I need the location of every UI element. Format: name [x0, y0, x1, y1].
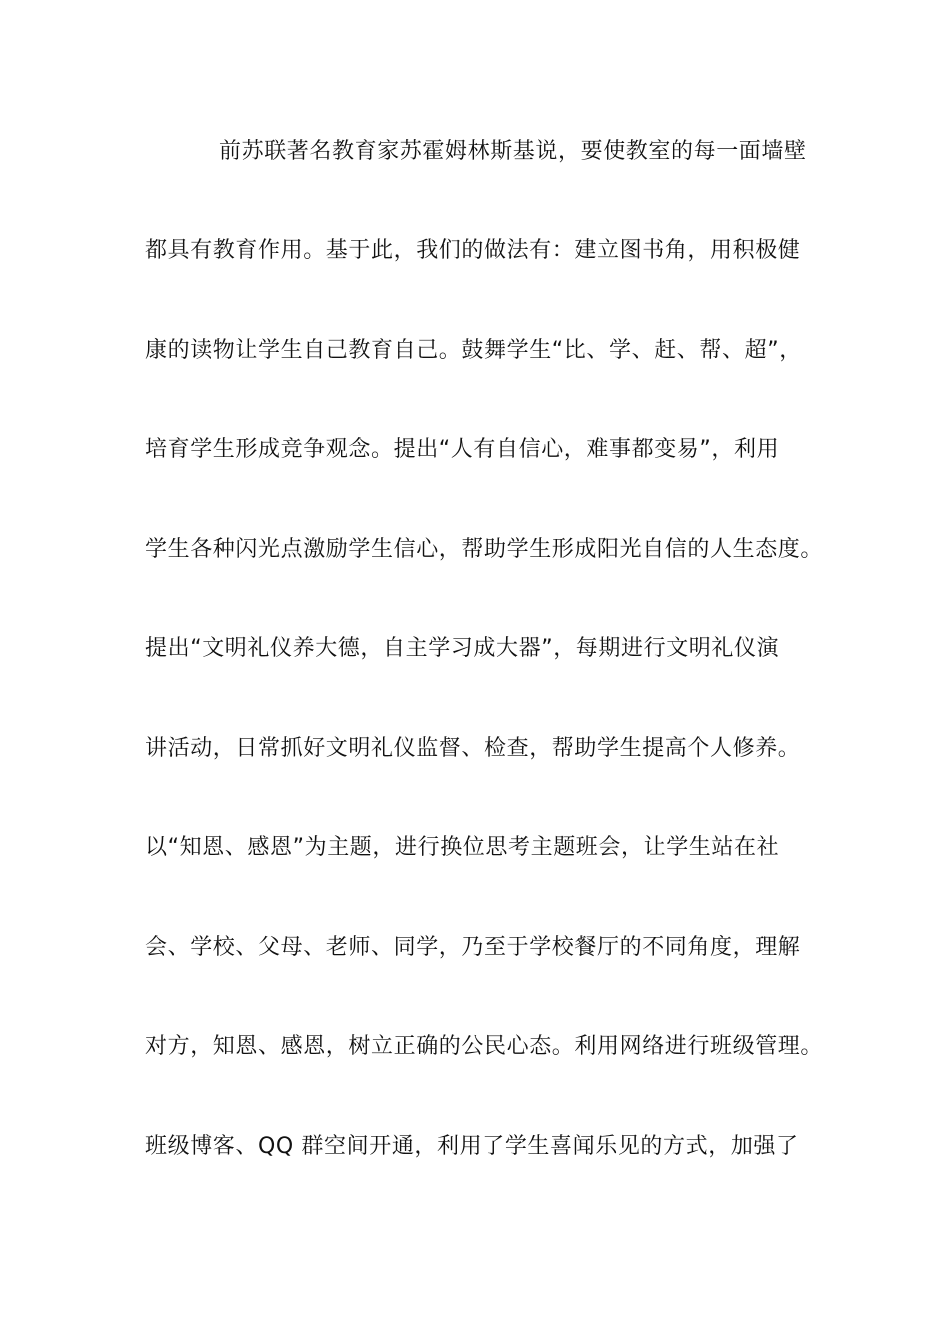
paragraph-line-4: 培育学生形成竞争观念。提出“人有自信心，难事都变易”，利用 [145, 437, 780, 462]
paragraph-line-7: 讲活动，日常抓好文明礼仪监督、检查，帮助学生提高个人修养。 [145, 736, 801, 761]
paragraph-line-1: 前苏联著名教育家苏霍姆林斯基说，要使教室的每一面墙壁 [219, 139, 807, 164]
paragraph-line-6: 提出“文明礼仪养大德，自主学习成大器”，每期进行文明礼仪演 [145, 636, 780, 661]
paragraph-line-8: 以“知恩、感恩”为主题，进行换位思考主题班会，让学生站在社 [145, 835, 780, 860]
paragraph-line-3: 康的读物让学生自己教育自己。鼓舞学生“比、学、赶、帮、超”， [145, 338, 802, 363]
paragraph-line-10: 对方，知恩、感恩，树立正确的公民心态。利用网络进行班级管理。 [145, 1034, 824, 1059]
paragraph-line-5: 学生各种闪光点激励学生信心，帮助学生形成阳光自信的人生态度。 [145, 537, 824, 562]
paragraph-line-11: 班级博客、QQ 群空间开通，利用了学生喜闻乐见的方式，加强了 [145, 1134, 799, 1159]
paragraph-line-2: 都具有教育作用。基于此，我们的做法有：建立图书角，用积极健 [145, 238, 801, 263]
paragraph-line-9: 会、学校、父母、老师、同学，乃至于学校餐厅的不同角度，理解 [145, 935, 801, 960]
